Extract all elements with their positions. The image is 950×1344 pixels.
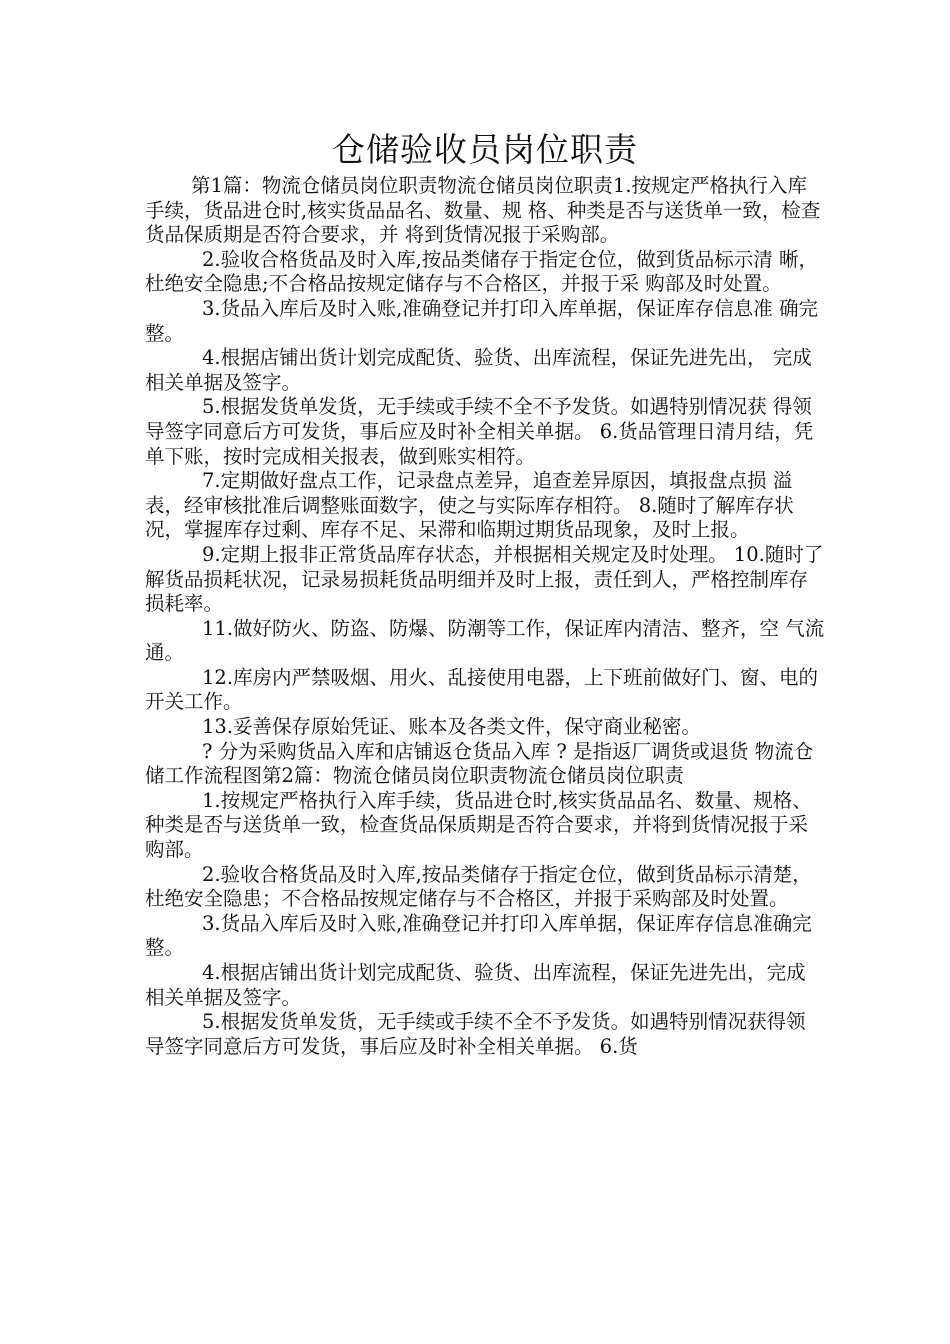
paragraph-7: 9.定期上报非正常货品库存状态，并根据相关规定及时处理。 10.随时了解货品损耗状况，记录易损耗货品明细并及时上报，责任到人，严格控制库存损耗率。 [145,542,824,616]
paragraph-1: 第1篇：物流仓储员岗位职责物流仓储员岗位职责1.按规定严格执行入库手续，货品进仓时,核实货品品名、数量、规 格、种类是否与送货单一致，检查货品保质期是否符合要求，并 将到货情况报于采购部。 [145,174,821,247]
paragraph-8: 11.做好防火、防盗、防爆、防潮等工作，保证库内清洁、整齐，空 气流通。 [145,616,825,665]
paragraph-9: 12.库房内严禁吸烟、用火、乱接使用电器，上下班前做好门、窗、电的开关工作。 [145,665,819,714]
paragraph-14: 3.货品入库后及时入账,准确登记并打印入库单据，保证库存信息准确完整。 [145,911,812,960]
paragraph-10: 13.妥善保存原始凭证、账本及各类文件，保守商业秘密。 [202,715,702,739]
paragraph-13: 2.验收合格货品及时入库,按品类储存于指定仓位，做到货品标示清楚，杜绝安全隐患；不合格品按规定储存与不合格区，并报于采购部及时处置。 [145,862,812,911]
paragraph-15: 4.根据店铺出货计划完成配货、验货、出库流程，保证先进先出，完成相关单据及签字。 [145,961,806,1009]
paragraph-4: 4.根据店铺出货计划完成配货、验货、出库流程，保证先进先出， 完成相关单据及签字。 [145,346,812,394]
paragraph-2: 2.验收合格货品及时入库,按品类储存于指定仓位，做到货品标示清 晰，杜绝安全隐患;不合格品按规定储存与不合格区，并报于采 购部及时处置。 [145,247,819,296]
paragraph-3: 3.货品入库后及时入账,准确登记并打印入库单据，保证库存信息准 确完整。 [145,296,819,345]
paragraph-12: 1.按规定严格执行入库手续，货品进仓时,核实货品品名、数量、规格、种类是否与送货单一致，检查货品保质期是否符合要求，并将到货情况报于采购部。 [145,788,812,862]
document-title: 仓储验收员岗位职责 [332,130,638,169]
paragraph-5: 5.根据发货单发货，无手续或手续不全不予发货。如遇特别情况获 得领导签字同意后方可发货，事后应及时补全相关单据。 6.货品管理日清月结，凭单下账，按时完成相关报表，做到账实相符。 [145,395,814,468]
paragraph-11: ? 分为采购货品入库和店铺返仓货品入库 ? 是指返厂调货或退货 物流仓储工作流程图第2篇：物流仓储员岗位职责物流仓储员岗位职责 [145,739,814,788]
document-page [145,128,825,1059]
paragraph-16: 5.根据发货单发货，无手续或手续不全不予发货。如遇特别情况获得领导签字同意后方可发货，事后应及时补全相关单据。 6.货 [145,1010,806,1058]
paragraph-6: 7.定期做好盘点工作，记录盘点差异，追查差异原因，填报盘点损 溢表，经审核批准后调整账面数字，使之与实际库存相符。 8.随时了解库存状况，掌握库存过剩、库存不足、呆滞和临期过期货品现象，及时上报。 [145,469,794,542]
